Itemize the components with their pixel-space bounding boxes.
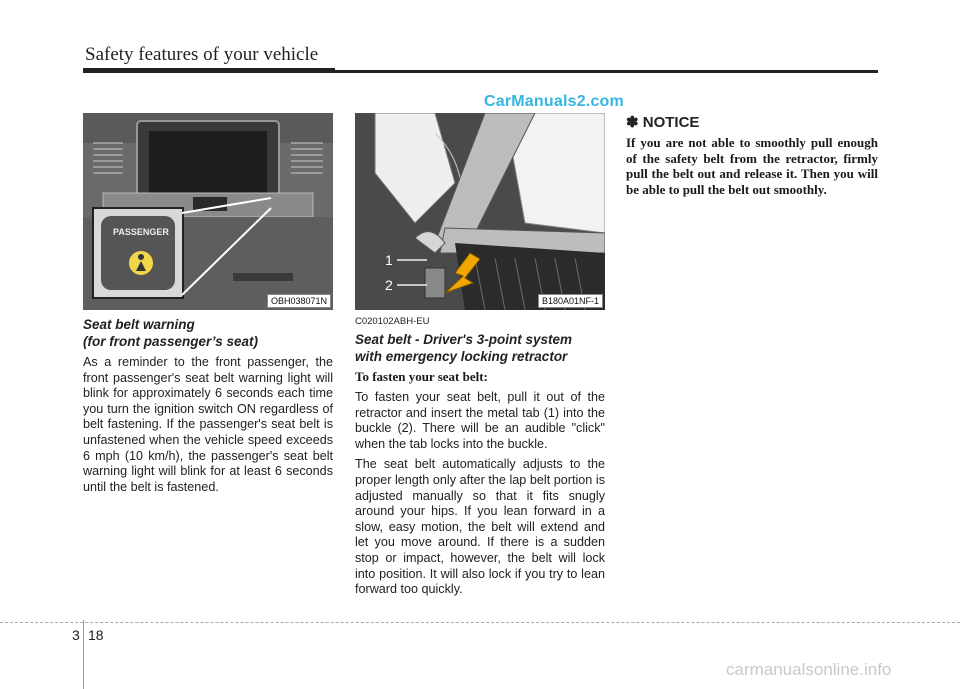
section-code: C020102ABH-EU xyxy=(355,316,430,327)
seat-belt-illustration xyxy=(355,113,605,310)
body-paragraph-2: The seat belt automatically adjusts to the proper length only after the lap belt portion is adjusted manually so that it fits snugly around your hips. If you lean forward in a slow, easy motion, the belt will extend and let you move around. If there is a sudden stop or impact, however, the belt will lock into position. It will also lock if you try to lean forward too quickly. xyxy=(355,457,605,597)
section-title xyxy=(83,316,333,350)
passenger-label-text: PASSENGER xyxy=(113,227,169,237)
section-title-line2: (for front passenger’s seat) xyxy=(83,334,259,349)
body-paragraph: As a reminder to the front passenger, the front passenger's seat belt warning light will blink for approximately 6 seconds each time you turn the ignition switch ON regardless of belt fastening. If the passenger's seat belt is unfastened when the vehicle speed exceeds 6 mph (10 km/h), the passenger's seat belt warning light will blink for at least 6 seconds until the belt is fastened. xyxy=(83,355,333,494)
column-notice xyxy=(626,113,878,197)
subhead: To fasten your seat belt: xyxy=(355,369,488,384)
seat-belt-drawing xyxy=(355,113,605,310)
dashboard-drawing xyxy=(83,113,333,310)
callout-2-text: 2 xyxy=(385,277,393,293)
section-title-line1: Seat belt - Driver's 3-point system xyxy=(355,332,573,347)
dashboard-illustration xyxy=(83,113,333,310)
section-title xyxy=(355,331,605,365)
section-title-line2: with emergency locking retractor xyxy=(355,349,568,364)
watermark-link[interactable]: CarManuals2.com xyxy=(484,93,624,110)
column-seat-belt-warning xyxy=(83,113,333,495)
notice-body: If you are not able to smoothly pull enough of the safety belt from the retractor, firmly pull the belt out and release it. Then you will be able to pull the belt out smoothly. xyxy=(626,135,878,197)
footer-site-watermark[interactable]: carmanualsonline.info xyxy=(726,660,892,679)
footer-vertical-rule xyxy=(83,620,84,689)
page-number: 18 xyxy=(88,627,104,643)
notice-star-icon: ✽ xyxy=(626,114,639,131)
chapter-number: 3 xyxy=(72,627,80,643)
page-header-title: Safety features of your vehicle xyxy=(85,44,319,65)
image-code-label: OBH038071N xyxy=(267,294,331,308)
notice-heading xyxy=(626,113,878,131)
image-code-label: B180A01NF-1 xyxy=(538,294,603,308)
notice-title: NOTICE xyxy=(642,114,700,131)
header-rule xyxy=(83,70,878,73)
body-paragraph-1: To fasten your seat belt, pull it out of the retractor and insert the metal tab (1) into the buckle (2). There will be an audible "click" when the tab locks into the buckle. xyxy=(355,390,605,451)
footer-dashed-rule xyxy=(0,622,960,623)
section-title-line1: Seat belt warning xyxy=(83,317,195,332)
column-seat-belt-3-point xyxy=(355,113,605,598)
callout-1-text: 1 xyxy=(385,252,393,268)
